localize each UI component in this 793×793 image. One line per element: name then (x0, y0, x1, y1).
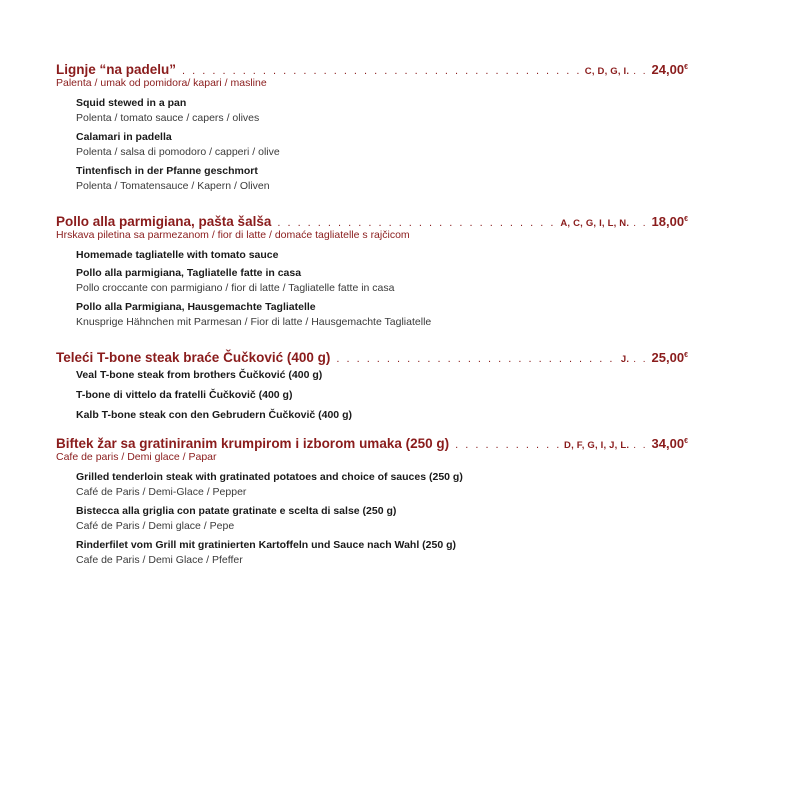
translation-description: Polenta / salsa di pomodoro / capperi / olive (76, 146, 280, 158)
translation-german (76, 165, 688, 194)
translation-english (76, 471, 688, 500)
translation-description: Polenta / tomato sauce / capers / olives (76, 112, 260, 124)
translation-description: Polenta / Tomatensauce / Kapern / Oliven (76, 180, 270, 192)
currency-symbol: € (684, 352, 688, 359)
menu-item-squid (56, 59, 688, 194)
translation-english (76, 97, 688, 126)
translation-name: Rinderfilet vom Grill mit gratinierten Kartoffeln und Sauce nach Wahl (250 g) (76, 539, 456, 551)
translation-name: Bistecca alla griglia con patate gratinate e scelta di salse (250 g) (76, 505, 397, 517)
menu-item-header (56, 347, 688, 364)
translation-german (76, 301, 688, 330)
translation-italian (76, 389, 688, 402)
allergen-codes: A, C, G, I, L, N. (560, 218, 630, 229)
translation-name: Tintenfisch in der Pfanne geschmort (76, 165, 258, 177)
translation-name: Pollo alla Parmigiana, Hausgemachte Tagliatelle (76, 301, 316, 313)
dish-name: Teleći T-bone steak braće Čučković (400 g) (56, 350, 331, 365)
price: 34,00€ (651, 436, 688, 451)
translation-italian (76, 267, 688, 296)
translation-name: Pollo alla parmigiana, Tagliatelle fatte in casa (76, 267, 302, 279)
translation-name: T-bone di vittelo da fratelli Čučkovič (400 g) (76, 389, 293, 401)
dot-leader: . . (633, 440, 648, 451)
allergen-codes: J. (620, 354, 630, 365)
translation-name: Homemade tagliatelle with tomato sauce (76, 249, 279, 261)
allergen-codes: C, D, G, I. (584, 66, 630, 77)
translation-list (56, 369, 688, 422)
menu-item-tbone-steak (56, 347, 688, 422)
translation-description: Knusprige Hähnchen mit Parmesan / Fior di latte / Hausgemachte Tagliatelle (76, 316, 432, 328)
dot-leader: . . (633, 218, 648, 229)
menu-item-header (56, 433, 688, 450)
translation-italian (76, 505, 688, 534)
currency-symbol: € (684, 216, 688, 223)
dot-leader (336, 351, 617, 368)
dot-leader: . . (633, 354, 648, 365)
price: 25,00€ (651, 350, 688, 365)
menu-item-header (56, 211, 688, 228)
currency-symbol: € (684, 64, 688, 71)
dish-description: Palenta / umak od pomidora/ kapari / masline (56, 77, 267, 89)
translation-german (76, 539, 688, 568)
menu-item-pollo (56, 211, 688, 330)
dish-name: Biftek žar sa gratiniranim krumpirom i izborom umaka (250 g) (56, 436, 450, 451)
translation-description: Pollo croccante con parmigiano / fior di latte / Tagliatelle fatte in casa (76, 282, 395, 294)
dish-name: Lignje “na padelu” (56, 62, 177, 77)
translation-list (56, 249, 688, 330)
translation-english (76, 249, 688, 262)
dot-leader: . . (633, 66, 648, 77)
translation-name: Kalb T-bone steak con den Gebrudern Čučkovič (400 g) (76, 409, 352, 421)
translation-italian (76, 131, 688, 160)
dish-description: Cafe de paris / Demi glace / Papar (56, 451, 217, 463)
currency-symbol: € (684, 438, 688, 445)
translation-list (56, 97, 688, 194)
dot-leader (455, 437, 560, 454)
menu-item-header (56, 59, 688, 76)
menu-item-beefsteak (56, 433, 688, 568)
dish-description: Hrskava piletina sa parmezanom / fior di latte / domaće tagliatelle s rajčicom (56, 229, 410, 241)
translation-description: Café de Paris / Demi glace / Pepe (76, 520, 235, 532)
price: 18,00€ (651, 214, 688, 229)
translation-description: Cafe de Paris / Demi Glace / Pfeffer (76, 554, 243, 566)
translation-list (56, 471, 688, 568)
translation-german (76, 409, 688, 422)
translation-english (76, 369, 688, 382)
price: 24,00€ (651, 62, 688, 77)
translation-name: Grilled tenderloin steak with gratinated potatoes and choice of sauces (250 g) (76, 471, 463, 483)
translation-name: Veal T-bone steak from brothers Čučković (400 g) (76, 369, 323, 381)
translation-name: Calamari in padella (76, 131, 172, 143)
dish-name: Pollo alla parmigiana, pašta šalša (56, 214, 272, 229)
translation-description: Café de Paris / Demi-Glace / Pepper (76, 486, 247, 498)
allergen-codes: D, F, G, I, J, L. (564, 440, 630, 451)
translation-name: Squid stewed in a pan (76, 97, 187, 109)
